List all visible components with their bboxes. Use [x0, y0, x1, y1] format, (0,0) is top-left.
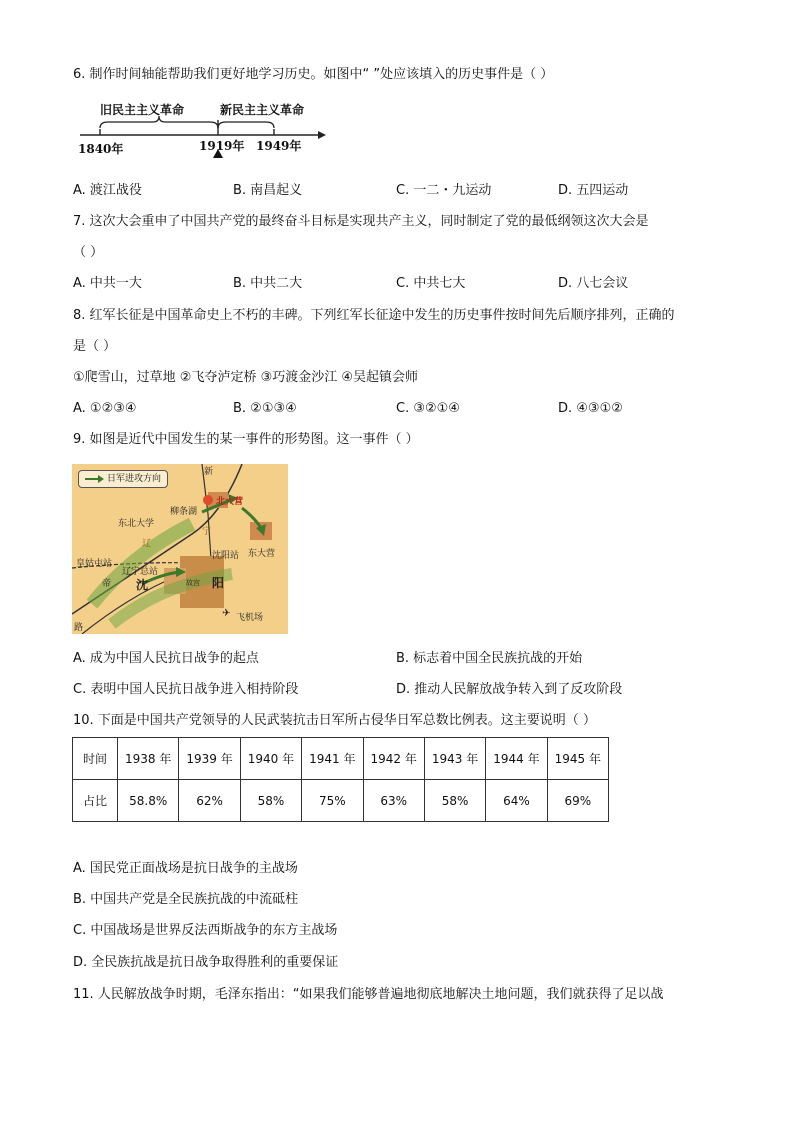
q8-option-d[interactable]: D. ④③①②	[558, 401, 623, 416]
table-cell-year: 1939 年	[179, 738, 240, 780]
table-cell-ratio: 58%	[424, 780, 485, 822]
table-cell-year: 1940 年	[240, 738, 301, 780]
map-edge-char-4: 帝	[102, 579, 112, 589]
timeline-year-1840: 1840年	[78, 142, 124, 156]
map-place-beidaying: 北大营	[216, 497, 244, 507]
table-cell-ratio: 75%	[302, 780, 363, 822]
q9-map	[72, 464, 288, 634]
q7-option-b[interactable]: B. 中共二大	[233, 276, 303, 291]
svg-text:✈: ✈	[222, 608, 231, 619]
map-edge-char-3: 宁	[202, 527, 212, 537]
map-place-liaoning-station: 辽宁总站	[122, 567, 159, 577]
q8-stem-cont: 是（ ）	[73, 339, 117, 354]
q8-option-a[interactable]: A. ①②③④	[73, 401, 137, 416]
table-cell-ratio: 63%	[363, 780, 424, 822]
q9-option-d[interactable]: D. 推动人民解放战争转入到了反攻阶段	[396, 682, 623, 697]
q6-option-c[interactable]: C. 一二・九运动	[396, 183, 492, 198]
q9-option-c[interactable]: C. 表明中国人民抗日战争进入相持阶段	[73, 682, 299, 697]
q6-option-a[interactable]: A. 渡江战役	[73, 183, 142, 198]
timeline-label-new: 新民主主义革命	[220, 103, 305, 117]
q10-option-a[interactable]: A. 国民党正面战场是抗日战争的主战场	[73, 861, 298, 876]
q9-stem: 9. 如图是近代中国发生的某一事件的形势图。这一事件（ ）	[73, 432, 419, 447]
legend-label: 日军进攻方向	[107, 474, 162, 484]
q6-option-b[interactable]: B. 南昌起义	[233, 183, 303, 198]
table-head-time: 时间	[73, 738, 118, 780]
table-cell-ratio: 58%	[240, 780, 301, 822]
q11-stem: 11. 人民解放战争时期，毛泽东指出：“如果我们能够普遍地彻底地解决土地问题，我们就获得了足以战	[73, 987, 664, 1002]
q10-option-b[interactable]: B. 中国共产党是全民族抗战的中流砥柱	[73, 892, 299, 907]
q8-option-b[interactable]: B. ②①③④	[233, 401, 297, 416]
q10-stem: 10. 下面是中国共产党领导的人民武装抗击日军所占侵华日军总数比例表。这主要说明（ ）	[73, 713, 596, 728]
legend-arrow-icon	[85, 478, 99, 480]
q6-option-d[interactable]: D. 五四运动	[558, 183, 629, 198]
q8-events: ①爬雪山，过草地 ②飞夺泸定桥 ③巧渡金沙江 ④吴起镇会师	[73, 370, 419, 385]
map-edge-char-1: 新	[204, 467, 214, 477]
map-edge-char-2: 辽	[142, 539, 152, 549]
map-place-shenyang-station: 沈阳站	[212, 551, 240, 561]
table-cell-ratio: 58.8%	[118, 780, 179, 822]
map-city-char-yang: 阳	[212, 576, 225, 590]
q8-option-c[interactable]: C. ③②①④	[396, 401, 460, 416]
table-cell-ratio: 62%	[179, 780, 240, 822]
timeline-year-1949: 1949年	[256, 139, 302, 153]
q7-option-a[interactable]: A. 中共一大	[73, 276, 142, 291]
table-cell-year: 1945 年	[547, 738, 608, 780]
table-cell-year: 1943 年	[424, 738, 485, 780]
table-cell-year: 1942 年	[363, 738, 424, 780]
map-place-dongdaying: 东大营	[248, 549, 276, 559]
table-cell-ratio: 69%	[547, 780, 608, 822]
map-place-gugong: 故宫	[186, 579, 200, 587]
table-cell-ratio: 64%	[486, 780, 547, 822]
q10-option-c[interactable]: C. 中国战场是世界反法西斯战争的东方主战场	[73, 923, 338, 938]
timeline-year-1919: 1919年	[199, 139, 245, 153]
table-row-years	[73, 738, 609, 780]
table-cell-year: 1941 年	[302, 738, 363, 780]
map-place-huanggutun: 皇姑屯站	[76, 559, 113, 569]
map-legend	[78, 470, 168, 488]
q9-option-b[interactable]: B. 标志着中国全民族抗战的开始	[396, 651, 583, 666]
q10-option-d[interactable]: D. 全民族抗战是抗日战争取得胜利的重要保证	[73, 955, 339, 970]
q10-table	[72, 737, 609, 822]
q6-stem: 6. 制作时间轴能帮助我们更好地学习历史。如图中“ ”处应该填入的历史事件是（ ）	[73, 67, 554, 82]
q7-option-c[interactable]: C. 中共七大	[396, 276, 466, 291]
table-cell-year: 1938 年	[118, 738, 179, 780]
q7-stem-cont: （ ）	[73, 245, 104, 260]
q8-stem: 8. 红军长征是中国革命史上不朽的丰碑。下列红军长征途中发生的历史事件按时间先后顺序排列，正确的	[73, 308, 675, 323]
map-edge-char-5: 路	[74, 623, 84, 633]
q9-option-a[interactable]: A. 成为中国人民抗日战争的起点	[73, 651, 259, 666]
q7-option-d[interactable]: D. 八七会议	[558, 276, 629, 291]
map-place-airport: 飞机场	[236, 613, 264, 623]
map-city-char-shen: 沈	[136, 578, 149, 592]
map-place-dongbei-univ: 东北大学	[118, 519, 155, 529]
table-row-ratios	[73, 780, 609, 822]
table-cell-year: 1944 年	[486, 738, 547, 780]
q6-timeline	[78, 100, 328, 160]
timeline-label-old: 旧民主主义革命	[100, 103, 185, 117]
map-place-liutiaohu: 柳条湖	[170, 507, 198, 517]
table-head-ratio: 占比	[73, 780, 118, 822]
q7-stem: 7. 这次大会重申了中国共产党的最终奋斗目标是实现共产主义，同时制定了党的最低纲领这次大会是	[73, 214, 649, 229]
